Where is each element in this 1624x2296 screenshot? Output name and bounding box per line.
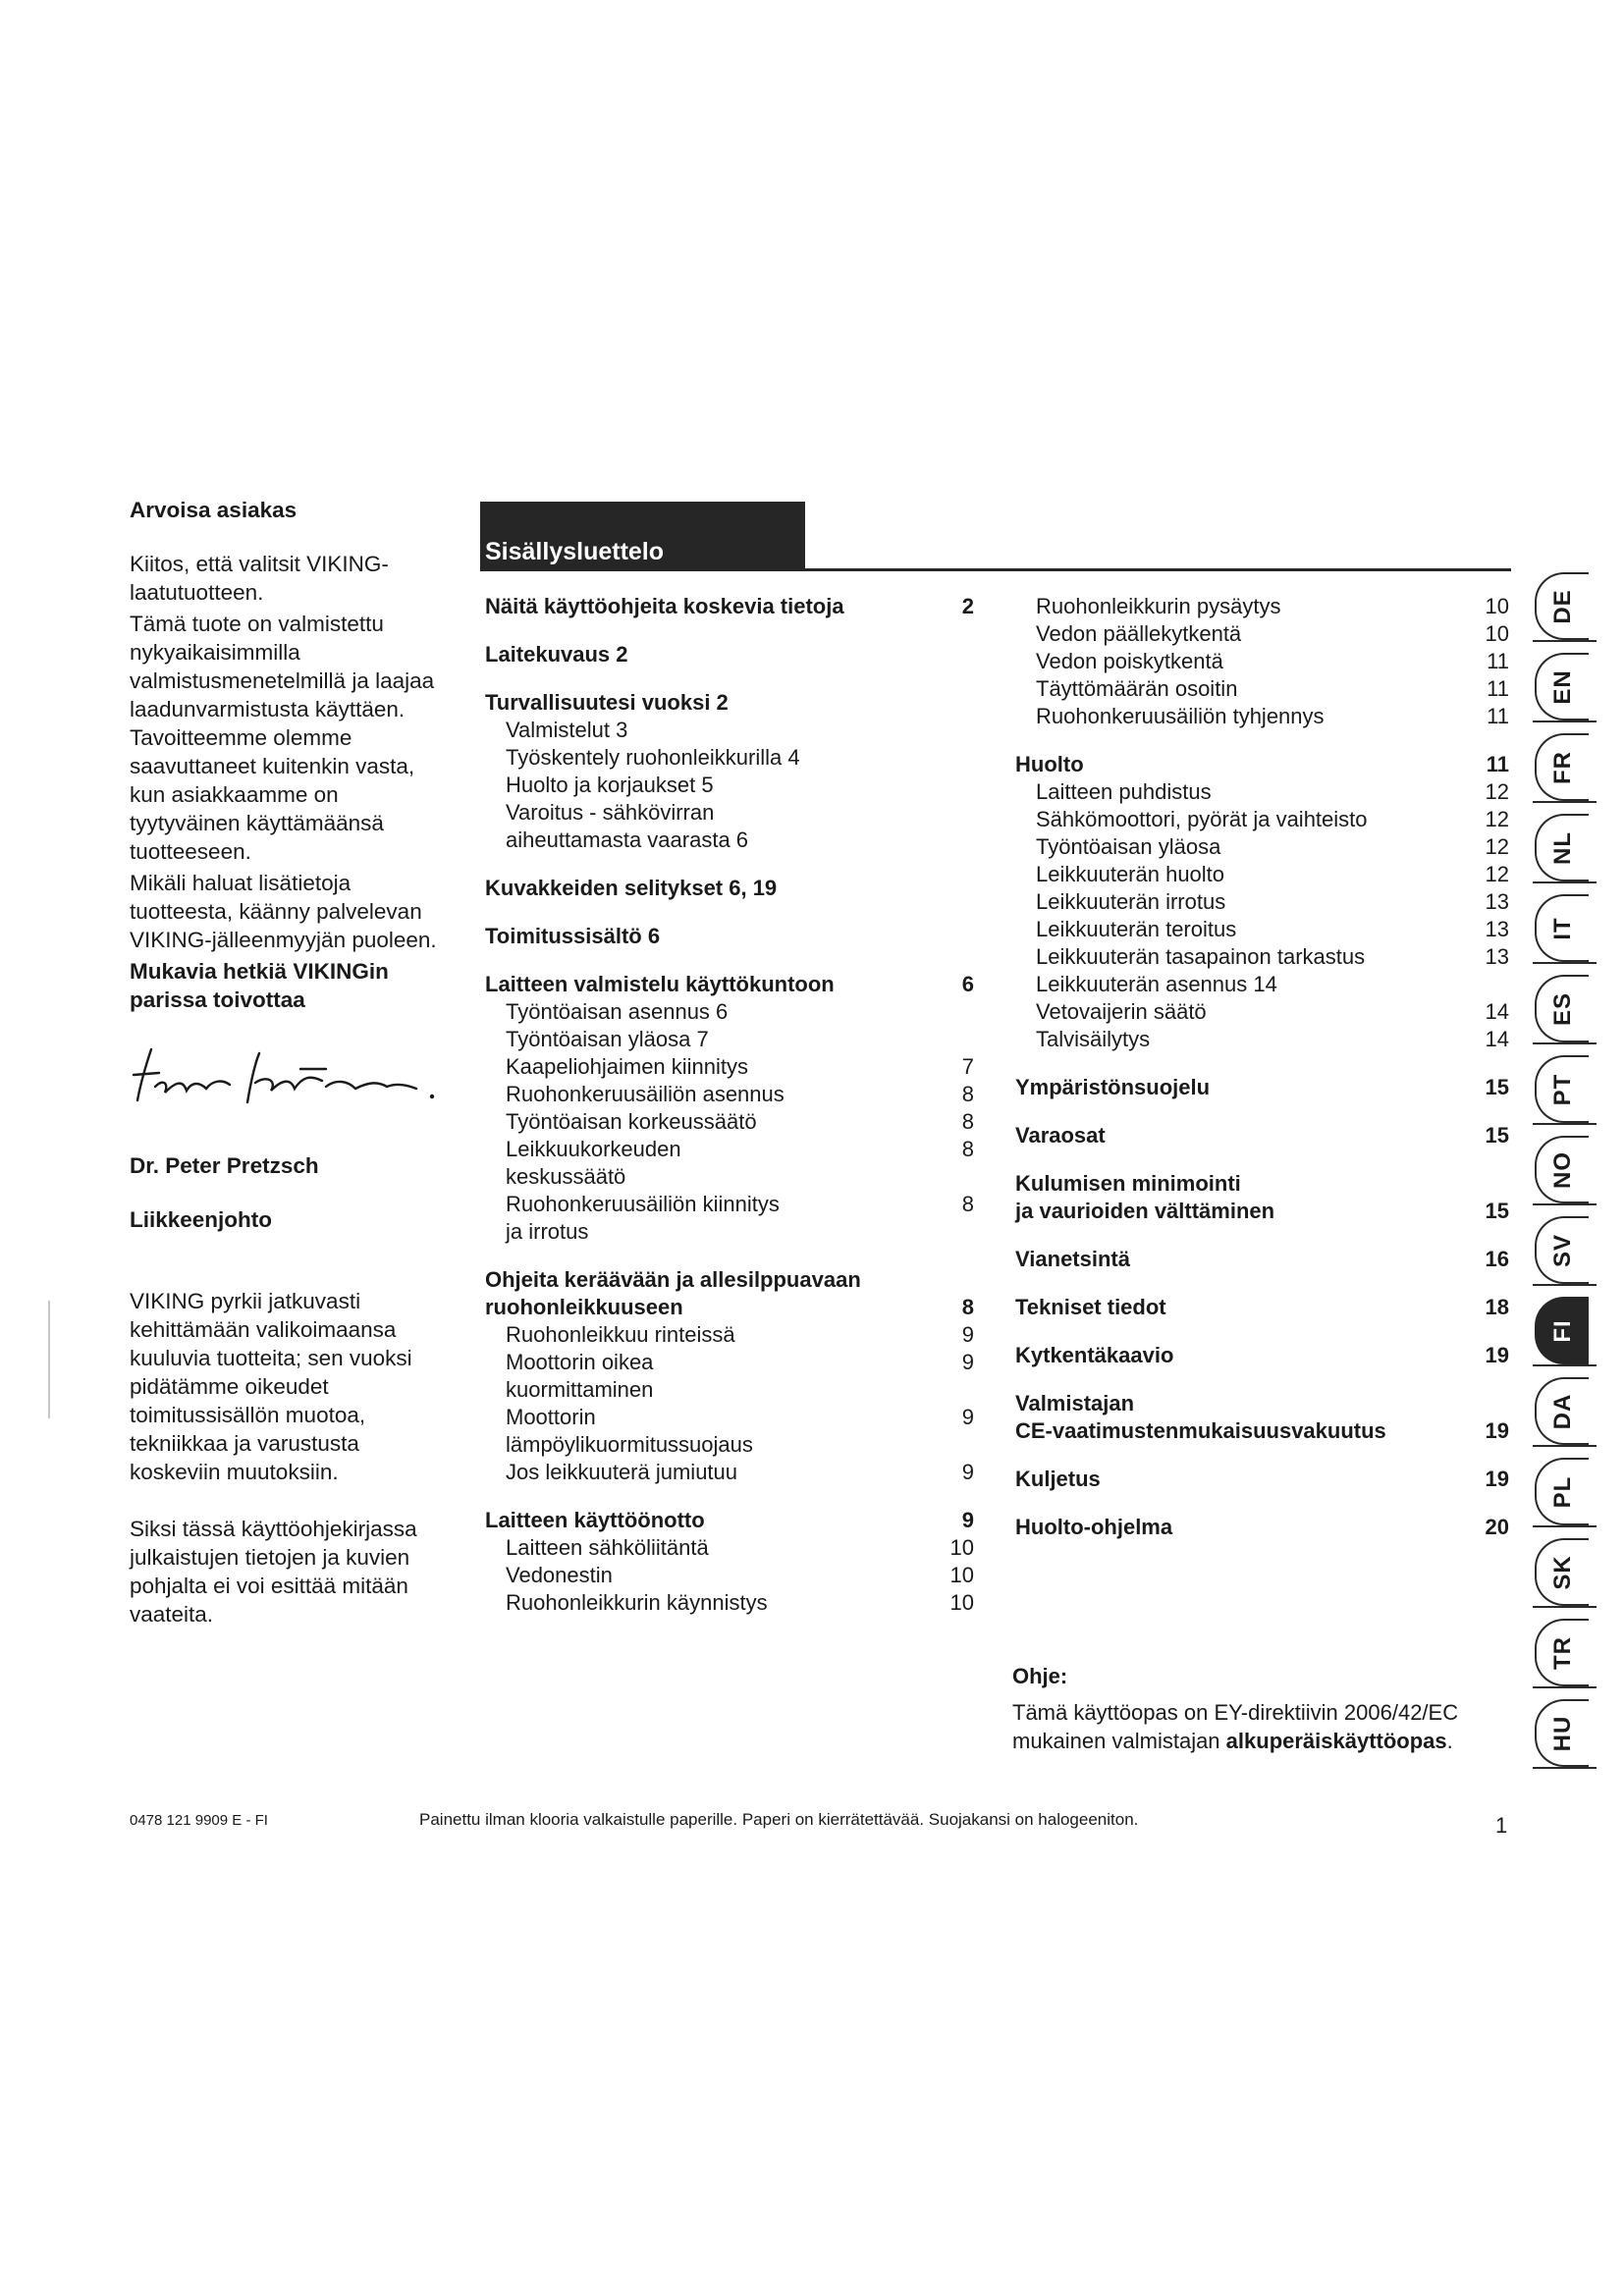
disclaimer-paragraph: VIKING pyrkii jatkuvasti kehittämään valikoimaansa kuuluvia tuotteita; sen vuoksi pidätämme oikeudet toimitussisällön muotoa, tekniikkaa ja varustusta koskeviin muutoksiin. [130,1289,412,1484]
toc-entry-page: 12 [1485,862,1509,886]
toc-entry-page: 20 [1485,1515,1509,1539]
toc-section[interactable] [485,971,974,998]
toc-entry-page: 7 [961,1054,974,1079]
toc-entry-title: Ruohonkeruusäiliön asennus [506,1082,785,1106]
toc-entry-title: Sähkömoottori, pyörät ja vaihteisto [1036,807,1368,831]
toc-entry-title: Ruohonkeruusäiliön tyhjennys [1036,704,1325,728]
language-tabs [1535,572,1594,1780]
toc-entry-page: 13 [1485,944,1509,969]
toc-entry-title: Ruohonleikkurin käynnistys [506,1590,768,1615]
toc-section[interactable] [1015,1466,1509,1493]
toc-entry-title: Laitteen valmistelu käyttökuntoon [485,972,835,996]
toc-section[interactable] [1015,1246,1509,1273]
toc-entry-title: Laitteen sähköliitäntä [506,1535,709,1560]
toc-entry[interactable] [485,1191,974,1246]
note-bold-text: alkuperäiskäyttöopas [1225,1729,1447,1753]
toc-entry-page: 12 [1485,779,1509,804]
toc-section[interactable] [1015,1198,1509,1225]
toc-entry[interactable] [1015,806,1509,833]
language-tab-label: SK [1548,1554,1576,1590]
toc-entry-page: 19 [1485,1418,1509,1443]
foreword-paragraph: Kiitos, että valitsit VIKING-laatutuotteen. [130,552,389,605]
toc-entry-page: 11 [1486,752,1509,776]
toc-entry-title: Varaosat [1015,1123,1106,1148]
language-tab-hu[interactable] [1535,1699,1589,1767]
toc-entry[interactable] [1015,971,1509,998]
toc-entry-title: Leikkuuterän teroitus [1036,917,1237,941]
language-tab-label: PL [1548,1475,1576,1508]
toc-entry-title: Huolto-ohjelma [1015,1515,1173,1539]
toc-entry-page: 11 [1487,676,1509,701]
toc-entry[interactable] [485,1053,974,1081]
toc-entry-page: 18 [1485,1295,1509,1319]
toc-entry[interactable] [1015,916,1509,943]
toc-entry-title: Ruohonleikkuu rinteissä [506,1322,735,1347]
foreword-paragraph: Tämä tuote on valmistettu nykyaikaisimmilla valmistusmenetelmillä ja laajaa laadunvarmistusta käyttäen. Tavoitteemme olemme saavuttaneet kuitenkin vasta, kun asiakkaamme on tyytyväinen käyttämäänsä tuotteeseen. [130,612,435,864]
toc-column-1 [485,593,974,1617]
language-tab-sv[interactable] [1535,1216,1589,1284]
toc-section[interactable] [1015,1294,1509,1321]
toc-entry-title: Kaapeliohjaimen kiinnitys [506,1054,749,1079]
toc-entry[interactable] [1015,620,1509,648]
toc-section[interactable] [485,593,974,620]
note-heading: Ohje: [1012,1664,1068,1688]
language-tab-label: SV [1548,1233,1576,1267]
toc-entry-page: 9 [961,1460,974,1484]
toc-entry-page: 19 [1485,1343,1509,1367]
language-tab-label: ES [1548,991,1576,1026]
language-tab-es[interactable] [1535,975,1589,1042]
toc-entry-title: Huolto ja korjaukset 5 [506,773,714,797]
toc-entry-title: Työskentely ruohonleikkurilla 4 [506,745,800,770]
toc-entry-page: 9 [961,1350,974,1374]
language-tab-label: DE [1548,588,1576,624]
toc-section[interactable] [1015,1342,1509,1369]
toc-entry-title: Talvisäilytys [1036,1027,1151,1051]
toc-entry-page: 15 [1485,1123,1509,1148]
toc-divider [480,568,1511,571]
toc-entry[interactable] [1015,778,1509,806]
toc-entry[interactable] [485,799,974,854]
toc-entry-page: 9 [961,1405,974,1429]
toc-entry-title: Kuvakkeiden selitykset 6, 19 [485,876,778,900]
toc-entry[interactable] [485,1321,974,1349]
language-tab-fi[interactable] [1535,1297,1589,1364]
toc-section[interactable] [485,641,974,668]
language-tab-fr[interactable] [1535,733,1589,801]
toc-entry-title: Vedonestin [506,1563,613,1587]
toc-entry-title: Vedon poiskytkentä [1036,649,1223,673]
toc-entry-page: 9 [961,1508,974,1532]
toc-entry[interactable] [485,1459,974,1486]
toc-entry[interactable] [1015,1026,1509,1053]
language-tab-label: PT [1548,1073,1576,1105]
toc-entry-title: Leikkuukorkeuden keskussäätö [506,1137,681,1189]
toc-entry-page: 11 [1487,649,1509,673]
toc-entry[interactable] [485,1562,974,1589]
toc-entry-title: Laitekuvaus 2 [485,642,628,667]
paper-note: Painettu ilman klooria valkaistulle paperille. Paperi on kierrätettävää. Suojakansi on halogeeniton. [419,1810,1139,1829]
toc-section[interactable] [485,1507,974,1534]
toc-entry-page: 8 [961,1082,974,1106]
toc-entry[interactable] [1015,888,1509,916]
toc-entry-page: 8 [961,1295,974,1319]
toc-section[interactable] [1015,1074,1509,1101]
toc-entry-page: 10 [1485,594,1509,618]
toc-entry[interactable] [1015,675,1509,703]
toc-entry[interactable] [1015,861,1509,888]
toc-entry-page: 12 [1485,834,1509,859]
toc-section[interactable] [485,1266,974,1294]
language-tab-label: TR [1548,1635,1576,1670]
toc-section[interactable] [1015,751,1509,778]
toc-entry-title: CE-vaatimustenmukaisuusvakuutus [1015,1418,1386,1443]
language-tab-pt[interactable] [1535,1055,1589,1123]
toc-column-2 [1015,593,1509,1541]
toc-entry-title: Moottorin lämpöylikuormitussuojaus [506,1405,753,1457]
toc-entry[interactable] [1015,648,1509,675]
language-tab-da[interactable] [1535,1377,1589,1445]
scan-margin-mark [48,1301,50,1418]
toc-entry[interactable] [485,1534,974,1562]
toc-entry[interactable] [1015,703,1509,730]
toc-entry-page: 14 [1485,1027,1509,1051]
toc-entry[interactable] [485,1026,974,1053]
toc-section[interactable] [485,1294,974,1321]
language-tab-label: NO [1548,1150,1576,1189]
toc-entry-title: Ohjeita keräävään ja allesilppuavaan [485,1267,861,1292]
language-tab-tr[interactable] [1535,1619,1589,1686]
language-tab-label: NL [1548,830,1576,865]
toc-entry-title: Moottorin oikea kuormittaminen [506,1350,654,1402]
toc-entry[interactable] [485,1404,974,1459]
toc-entry[interactable] [485,1589,974,1617]
toc-section[interactable] [1015,1390,1509,1417]
toc-entry-title: ja vaurioiden välttäminen [1015,1199,1275,1223]
document-code: 0478 121 9909 E - FI [130,1812,268,1829]
toc-entry[interactable] [1015,833,1509,861]
toc-entry-title: Valmistajan [1015,1391,1135,1415]
toc-entry-title: Ruohonkeruusäiliön kiinnitys ja irrotus [506,1192,780,1244]
toc-entry-page: 11 [1487,704,1509,728]
toc-entry-title: Työntöaisan yläosa [1036,834,1221,859]
toc-entry-title: Näitä käyttöohjeita koskevia tietoja [485,594,844,618]
toc-entry-page: 8 [961,1192,974,1216]
toc-entry[interactable] [485,1349,974,1404]
toc-title: Sisällysluettelo [480,502,805,569]
toc-entry-title: Työntöaisan korkeussäätö [506,1109,757,1134]
toc-entry-page: 16 [1485,1247,1509,1271]
language-tab-label: FR [1548,750,1576,784]
toc-entry-page: 13 [1485,889,1509,914]
foreword-paragraph: Mikäli haluat lisätietoja tuotteesta, käänny palvelevan VIKING-jälleenmyyjän puoleen. [130,871,437,952]
note-box [1012,1662,1523,1755]
toc-entry-page: 10 [949,1590,974,1615]
toc-section[interactable] [1015,1417,1509,1445]
language-tab-no[interactable] [1535,1136,1589,1203]
signer-role: Liikkeenjohto [130,1207,273,1232]
toc-entry[interactable] [485,1136,974,1191]
toc-entry-title: Leikkuuterän tasapainon tarkastus [1036,944,1366,969]
toc-entry[interactable] [485,772,974,799]
toc-entry-title: Leikkuuterän asennus 14 [1036,972,1277,996]
toc-entry-title: Kulumisen minimointi [1015,1171,1241,1196]
toc-entry-title: Työntöaisan asennus 6 [506,999,729,1024]
language-tab-label: IT [1548,916,1576,940]
toc-entry-title: Laitteen puhdistus [1036,779,1212,804]
toc-entry[interactable] [1015,593,1509,620]
toc-section[interactable] [485,923,974,950]
signer-name: Dr. Peter Pretzsch [130,1153,319,1178]
toc-entry-title: Jos leikkuuterä jumiutuu [506,1460,738,1484]
toc-entry-title: Huolto [1015,752,1084,776]
toc-entry-title: ruohonleikkuuseen [485,1295,683,1319]
toc-entry-title: Varoitus - sähkövirran aiheuttamasta vaarasta 6 [506,800,749,852]
language-tab-nl[interactable] [1535,814,1589,881]
toc-section[interactable] [485,689,974,717]
toc-entry-page: 13 [1485,917,1509,941]
toc-entry-page: 10 [949,1535,974,1560]
toc-entry-title: Leikkuuterän irrotus [1036,889,1226,914]
toc-section[interactable] [1015,1122,1509,1149]
toc-entry[interactable] [485,744,974,772]
language-tab-label: HU [1548,1715,1576,1751]
toc-entry-title: Vianetsintä [1015,1247,1130,1271]
toc-entry-page: 10 [949,1563,974,1587]
language-tab-pl[interactable] [1535,1458,1589,1525]
language-tab-label: FI [1548,1318,1576,1343]
language-tab-it[interactable] [1535,894,1589,962]
toc-entry-title: Turvallisuutesi vuoksi 2 [485,690,729,715]
greeting: Arvoisa asiakas [130,498,298,522]
language-tab-label: DA [1548,1393,1576,1429]
toc-entry[interactable] [1015,998,1509,1026]
toc-entry-page: 6 [961,972,974,996]
toc-entry[interactable] [485,717,974,744]
toc-entry-title: Toimitussisältö 6 [485,924,661,948]
toc-entry-title: Vetovaijerin säätö [1036,999,1207,1024]
toc-entry[interactable] [485,1081,974,1108]
toc-entry-page: 8 [961,1137,974,1161]
toc-entry[interactable] [1015,943,1509,971]
toc-entry-page: 10 [1485,621,1509,646]
closing-line: Mukavia hetkiä VIKINGin parissa toivottaa [130,959,389,1012]
toc-entry-title: Valmistelut 3 [506,718,628,742]
language-tab-sk[interactable] [1535,1538,1589,1606]
toc-entry-title: Ruohonleikkurin pysäytys [1036,594,1281,618]
toc-entry-page: 8 [961,1109,974,1134]
toc-entry-title: Työntöaisan yläosa 7 [506,1027,709,1051]
toc-entry-title: Leikkuuterän huolto [1036,862,1225,886]
foreword-column [130,496,442,1631]
toc-entry-page: 9 [961,1322,974,1347]
toc-entry-page: 2 [961,594,974,618]
toc-entry-page: 15 [1485,1075,1509,1099]
toc-section[interactable] [1015,1514,1509,1541]
toc-entry-title: Laitteen käyttöönotto [485,1508,705,1532]
language-tab-label: EN [1548,668,1576,705]
toc-entry[interactable] [485,1108,974,1136]
toc-entry-title: Täyttömäärän osoitin [1036,676,1238,701]
toc-entry-title: Kuljetus [1015,1467,1101,1491]
toc-entry-title: Tekniset tiedot [1015,1295,1166,1319]
language-tab-en[interactable] [1535,653,1589,721]
toc-entry-page: 19 [1485,1467,1509,1491]
toc-entry-page: 14 [1485,999,1509,1024]
toc-section[interactable] [1015,1170,1509,1198]
toc-entry-page: 15 [1485,1199,1509,1223]
note-text: Tämä käyttöopas on EY-direktiivin 2006/42/EC mukainen valmistajan alkuperäiskäyttöopas. [1012,1700,1459,1753]
toc-entry[interactable] [485,998,974,1026]
toc-entry-title: Kytkentäkaavio [1015,1343,1174,1367]
disclaimer-paragraph: Siksi tässä käyttöohjekirjassa julkaistujen tietojen ja kuvien pohjalta ei voi esittää mitään vaateita. [130,1517,417,1627]
signature-image [130,1040,444,1118]
language-tab-de[interactable] [1535,572,1589,640]
page-number: 1 [1495,1813,1508,1838]
toc-entry-title: Ympäristönsuojelu [1015,1075,1211,1099]
toc-entry-title: Vedon päällekytkentä [1036,621,1242,646]
toc-entry-page: 12 [1485,807,1509,831]
toc-section[interactable] [485,875,974,902]
